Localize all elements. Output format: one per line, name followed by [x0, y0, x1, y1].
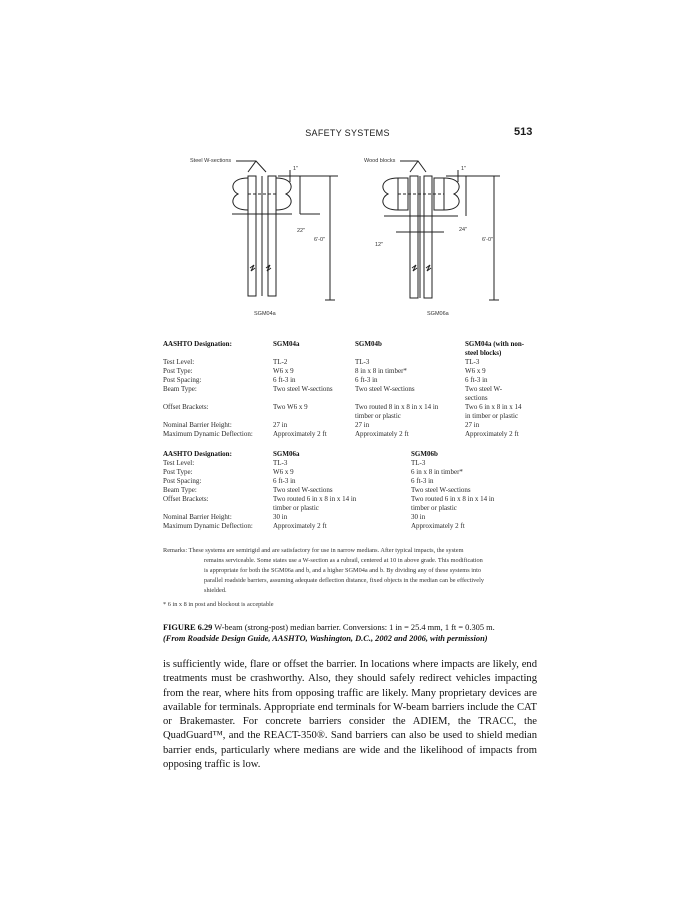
table-cell: TL-2: [273, 358, 288, 366]
table-cell: TL-3: [273, 459, 288, 467]
table-cell: W6 x 9: [273, 367, 294, 375]
table-cell: timber or plastic: [355, 412, 401, 420]
table-cell: W6 x 9: [273, 468, 294, 476]
figure-caption: [163, 622, 535, 644]
steel-w-sections-callout: Steel W-sections: [190, 158, 232, 164]
table-cell: Two routed 6 in x 8 in x 14 in: [273, 495, 357, 503]
table-cell: 6 ft-3 in: [273, 477, 296, 485]
figure-label: FIGURE 6.29: [163, 623, 213, 632]
sgm04a-drawing: [232, 161, 338, 300]
table-cell: Two routed 8 in x 8 in x 14 in: [355, 403, 439, 411]
table-row-label: Offset Brackets:: [163, 495, 209, 503]
left-dim-height: 6'-0": [314, 237, 325, 243]
table-cell: timber or plastic: [411, 504, 457, 512]
table-cell: 6 ft-3 in: [465, 376, 488, 384]
table-cell: Approximately 2 ft: [273, 430, 327, 438]
remarks-line: Remarks: These systems are semirigid and are satisfactory for use in narrow medians. After typical impacts, the system: [163, 547, 464, 554]
table-row-label: Post Spacing:: [163, 477, 202, 485]
table-cell: Two steel W-sections: [273, 486, 333, 494]
table1-col-2: SGM04b: [355, 340, 382, 348]
table1-col-3: SGM04a (with non-: [465, 340, 525, 348]
table-cell: Two steel W-sections: [355, 385, 415, 393]
table-row-label: Beam Type:: [163, 486, 197, 494]
right-dim-height: 6'-0": [482, 237, 493, 243]
table-cell: W6 x 9: [465, 367, 486, 375]
remarks-line: shielded.: [204, 587, 227, 594]
table-cell: 30 in: [411, 513, 426, 521]
right-dim-top: 1": [461, 166, 467, 172]
table1-header-label: AASHTO Designation:: [163, 340, 232, 348]
table-sgm06: [163, 450, 543, 540]
table-cell: Approximately 2 ft: [273, 522, 327, 530]
table-cell: timber or plastic: [273, 504, 319, 512]
sgm04a-label: SGM04a: [254, 311, 276, 317]
table1-col-3-cont: steel blocks): [465, 349, 502, 357]
table2-col-2: SGM06b: [411, 450, 438, 458]
barrier-drawings: [0, 0, 695, 330]
table-row-label: Post Type:: [163, 367, 193, 375]
table-cell: 30 in: [273, 513, 288, 521]
right-dim-offset: 12": [375, 242, 384, 248]
table-cell: 6 ft-3 in: [411, 477, 434, 485]
table-row-label: Post Type:: [163, 468, 193, 476]
figure-source: (From Roadside Design Guide, AASHTO, Washington, D.C., 2002 and 2006, with permission): [163, 634, 488, 643]
remarks-line: parallel roadside barriers, assuming adequate deflection distance, fixed objects in the median can be effectively: [204, 577, 484, 584]
table-row-label: Test Level:: [163, 459, 195, 467]
table-row-label: Test Level:: [163, 358, 195, 366]
table-row-label: Nominal Barrier Height:: [163, 513, 232, 521]
figure-caption-text: W-beam (strong-post) median barrier. Conversions: 1 in = 25.4 mm, 1 ft = 0.305 m.: [214, 623, 495, 632]
table-footnote: * 6 in x 8 in post and blockout is acceptable: [163, 601, 274, 608]
body-paragraph: is sufficiently wide, flare or offset the barrier. In locations where impacts are likely, end treatments must be crashworthy. Also, they should safely redirect vehicles impacting from the rear, where hits from opposing traffic are likely. Many proprietary devices are available for terminals. Appropriate end terminals for W-beam barriers include the CAT or Brakemaster. For concrete barriers consider the ADIEM, the TRACC, the QuadGuard™, and the REACT-350®. Sand barriers can also be used to shield median barrier ends, particularly where medians are wide and the likelihood of impacts from opposing traffic is low.: [163, 659, 537, 771]
table-cell: 6 in x 8 in timber*: [411, 468, 463, 476]
table-cell: TL-3: [465, 358, 480, 366]
table-cell: Two steel W-sections: [411, 486, 471, 494]
table-cell: sections: [465, 394, 488, 402]
table2-col-1: SGM06a: [273, 450, 300, 458]
table-cell: in timber or plastic: [465, 412, 519, 420]
table-cell: 6 ft-3 in: [355, 376, 378, 384]
remarks-line: is appropriate for both the SGM06a and b, and a higher SGM04a and b. By dividing any of these systems into: [204, 567, 482, 574]
table-row-label: Maximum Dynamic Deflection:: [163, 522, 253, 530]
table-cell: Approximately 2 ft: [411, 522, 465, 530]
table-cell: Approximately 2 ft: [355, 430, 409, 438]
page-number: 513: [514, 126, 533, 138]
wood-blocks-callout: Wood blocks: [364, 158, 396, 164]
left-dim-top: 1": [293, 166, 299, 172]
remarks: [163, 546, 533, 596]
left-dim-mid: 22": [297, 228, 306, 234]
table-row-label: Nominal Barrier Height:: [163, 421, 232, 429]
table-cell: Two steel W-: [465, 385, 503, 393]
table1-col-1: SGM04a: [273, 340, 300, 348]
table-cell: 27 in: [273, 421, 288, 429]
table-sgm04: [163, 340, 543, 445]
running-header: SAFETY SYSTEMS: [305, 128, 390, 138]
table2-header-label: AASHTO Designation:: [163, 450, 232, 458]
table-row-label: Beam Type:: [163, 385, 197, 393]
right-dim-mid: 24": [459, 227, 468, 233]
remarks-line: remains serviceable. Some states use a W-section as a rubrail, centered at 10 in above grade. This modification: [204, 557, 483, 564]
table-cell: Two steel W-sections: [273, 385, 333, 393]
table-row-label: Maximum Dynamic Deflection:: [163, 430, 253, 438]
table-cell: TL-3: [411, 459, 426, 467]
table-cell: 27 in: [465, 421, 480, 429]
table-cell: Two 6 in x 8 in x 14: [465, 403, 522, 411]
table-cell: Approximately 2 ft: [465, 430, 519, 438]
table-row-label: Offset Brackets:: [163, 403, 209, 411]
table-cell: 27 in: [355, 421, 370, 429]
sgm06a-drawing: [383, 161, 500, 300]
table-cell: 8 in x 8 in timber*: [355, 367, 407, 375]
table-cell: Two routed 6 in x 8 in x 14 in: [411, 495, 495, 503]
sgm06a-label: SGM06a: [427, 311, 449, 317]
table-row-label: Post Spacing:: [163, 376, 202, 384]
table-cell: TL-3: [355, 358, 370, 366]
table-cell: 6 ft-3 in: [273, 376, 296, 384]
table-cell: Two W6 x 9: [273, 403, 308, 411]
